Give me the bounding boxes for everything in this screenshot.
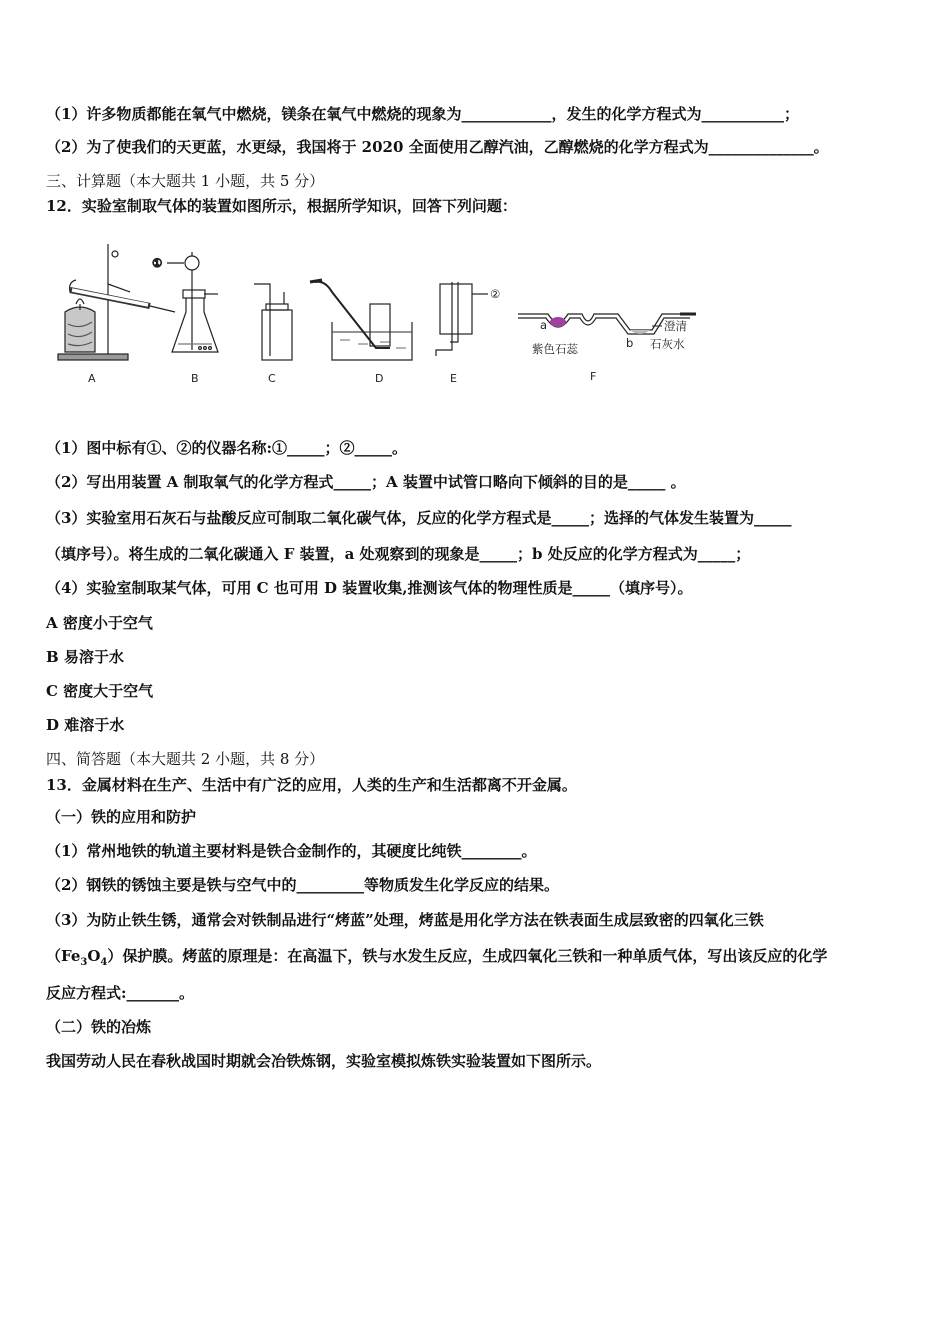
mark-1: ① bbox=[152, 256, 163, 270]
q12-option-a: A 密度小于空气 bbox=[46, 614, 153, 632]
q12-part1: （1）图中标有①、②的仪器名称:①_____；②_____。 bbox=[46, 439, 407, 457]
q12-part3-line1: （3）实验室用石灰石与盐酸反应可制取二氧化碳气体，反应的化学方程式是_____；选择的气体发生装置为_____ bbox=[46, 509, 792, 527]
apparatus-e bbox=[436, 282, 488, 356]
q12-option-c: C 密度大于空气 bbox=[46, 682, 154, 700]
limewater-label-1: 澄清 bbox=[664, 319, 687, 333]
q12-part2: （2）写出用装置 A 制取氧气的化学方程式_____；A 装置中试管口略向下倾斜的目的是_____ 。 bbox=[46, 473, 686, 491]
q12-stem: 12．实验室制取气体的装置如图所示，根据所学知识，回答下列问题： bbox=[46, 197, 517, 215]
formula-open: （Fe bbox=[46, 947, 81, 965]
q13-item1: （1）常州地铁的轨道主要材料是铁合金制作的，其硬度比纯铁________。 bbox=[46, 842, 537, 860]
fig-label-c: C bbox=[268, 372, 276, 385]
q13-item3-line2 bbox=[46, 946, 827, 973]
q13-part-one-heading: （一）铁的应用和防护 bbox=[46, 808, 197, 826]
q13-item3-line3: 反应方程式:_______。 bbox=[46, 984, 195, 1002]
apparatus-diagram bbox=[40, 232, 720, 392]
q13-item3-line1: （3）为防止铁生锈，通常会对铁制品进行“烤蓝”处理，烤蓝是用化学方法在铁表面生成层致密的四氧化三铁 bbox=[46, 911, 764, 929]
item3-text: ）保护膜。烤蓝的原理是：在高温下，铁与水发生反应，生成四氧化三铁和一种单质气体，写出该反应的化学 bbox=[107, 947, 828, 965]
section-3-heading: 三、计算题（本大题共 1 小题，共 5 分） bbox=[46, 172, 325, 190]
apparatus-b bbox=[152, 252, 218, 352]
q13-item2: （2）钢铁的锈蚀主要是铁与空气中的_________等物质发生化学反应的结果。 bbox=[46, 876, 559, 894]
fig-label-f: F bbox=[590, 370, 597, 383]
q13-stem: 13．金属材料在生产、生活中有广泛的应用，人类的生产和生活都离不开金属。 bbox=[46, 776, 577, 794]
apparatus-d bbox=[310, 280, 412, 360]
q12-option-d: D 难溶于水 bbox=[46, 716, 125, 734]
mark-2: ② bbox=[490, 287, 501, 301]
q13-item4: 我国劳动人民在春秋战国时期就会冶铁炼钢，实验室模拟炼铁实验装置如下图所示。 bbox=[46, 1052, 602, 1070]
formula-o: O bbox=[87, 947, 101, 965]
mark-b: b bbox=[626, 336, 634, 350]
q11-part2: （2）为了使我们的天更蓝，水更绿，我国将于 2020 全面使用乙醇汽油，乙醇燃烧的化学方程式为______________。 bbox=[46, 138, 829, 156]
limewater-label-2: 石灰水 bbox=[650, 337, 685, 351]
formula-sub-3: 3 bbox=[80, 957, 88, 968]
q11-part1: （1）许多物质都能在氧气中燃烧，镁条在氧气中燃烧的现象为____________，发生的化学方程式为___________； bbox=[46, 105, 799, 123]
apparatus-c bbox=[254, 284, 292, 360]
section-4-heading: 四、简答题（本大题共 2 小题，共 8 分） bbox=[46, 750, 325, 768]
fig-label-b: B bbox=[191, 372, 199, 385]
fig-label-d: D bbox=[375, 372, 384, 385]
q12-option-b: B 易溶于水 bbox=[46, 648, 124, 666]
litmus-label: 紫色石蕊 bbox=[532, 342, 578, 356]
apparatus-figure bbox=[40, 232, 720, 392]
formula-sub-4: 4 bbox=[100, 957, 108, 968]
fig-label-e: E bbox=[450, 372, 457, 385]
mark-a: a bbox=[540, 318, 548, 332]
fig-label-a: A bbox=[88, 372, 96, 385]
q13-part-two-heading: （二）铁的冶炼 bbox=[46, 1018, 152, 1036]
q12-part3-line2: （填序号）。将生成的二氧化碳通入 F 装置，a 处观察到的现象是_____；b 处反应的化学方程式为_____； bbox=[46, 545, 751, 563]
q12-part4: （4）实验室制取某气体，可用 C 也可用 D 装置收集,推测该气体的物理性质是_____（填序号）。 bbox=[46, 579, 693, 597]
